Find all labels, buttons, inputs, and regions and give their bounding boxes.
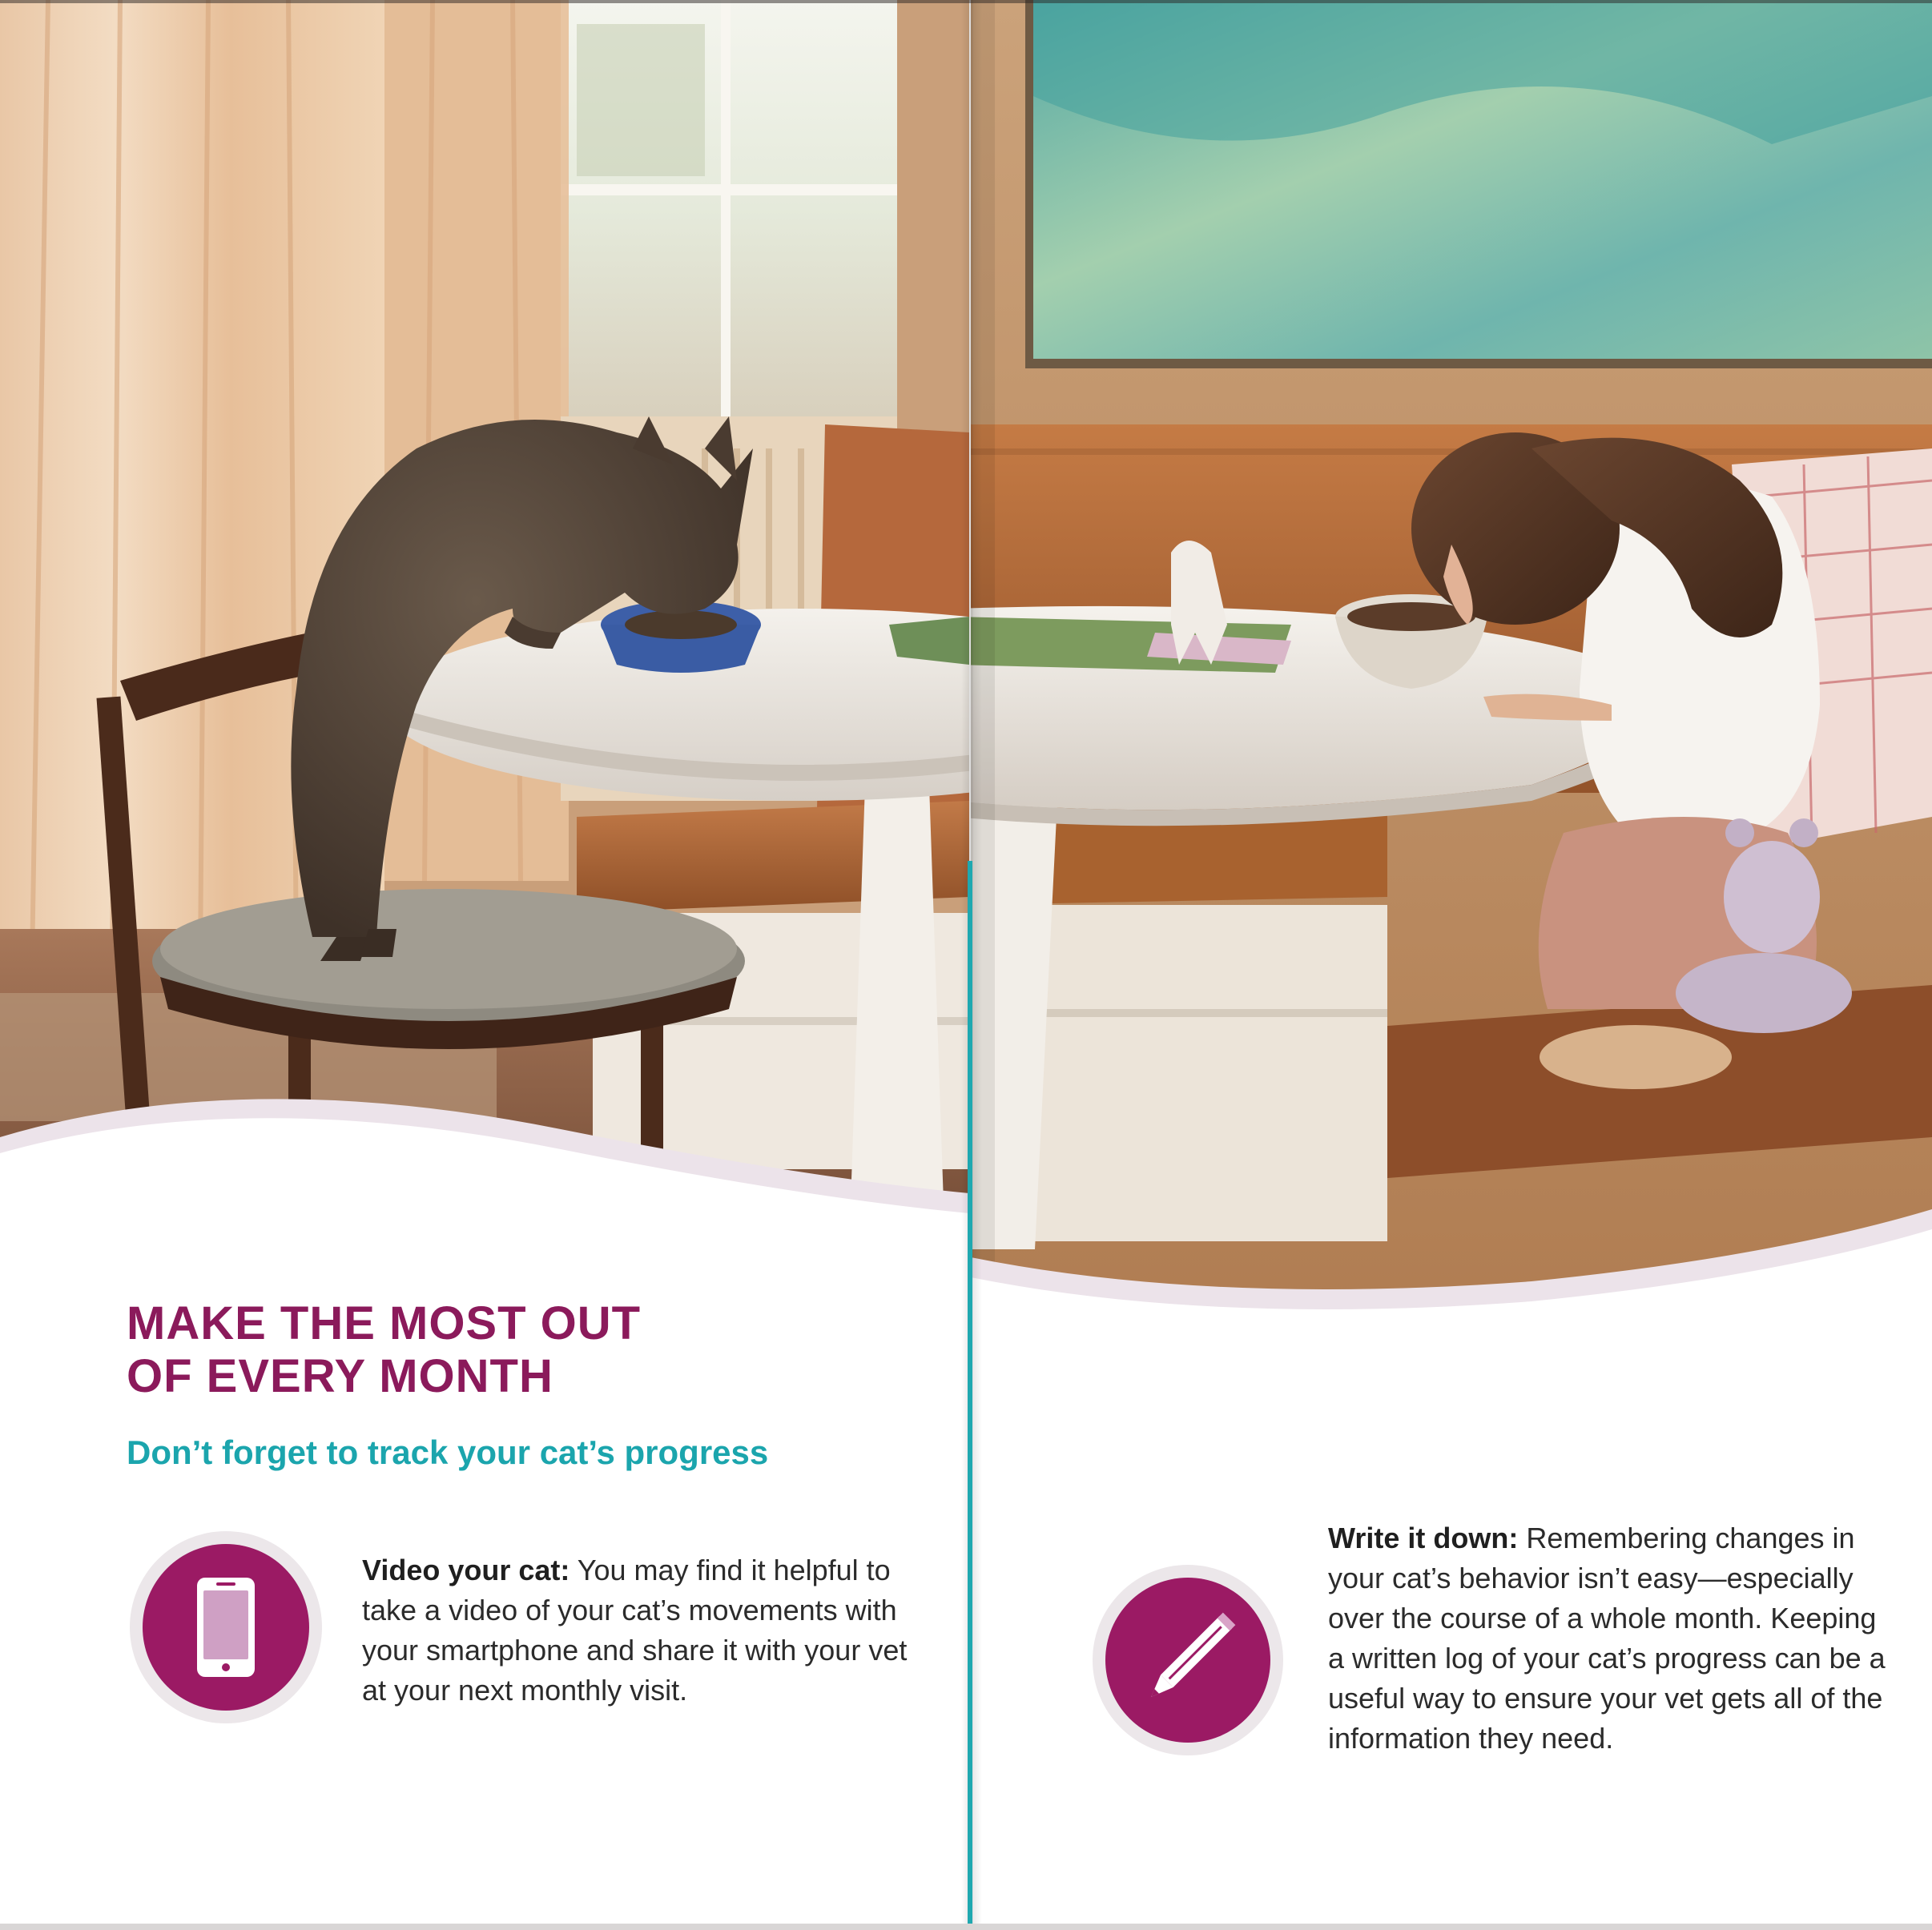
tip-write-body: Remembering changes in your cat’s behavior isn’t easy—especially over the course of a whole month. Keeping a written log of your cat’s progress can be a useful way to ensure your vet gets all of the information they need.	[1328, 1522, 1886, 1755]
bottom-edge	[0, 1924, 1932, 1930]
headline-line-2: OF EVERY MONTH	[127, 1350, 553, 1402]
wave-divider-right	[971, 1121, 1932, 1361]
tip-video-your-cat	[362, 1550, 923, 1711]
headline-line-1: MAKE THE MOST OUT	[127, 1297, 642, 1349]
wave-divider	[0, 1081, 969, 1321]
tip-write-title: Write it down:	[1328, 1522, 1519, 1554]
tip-video-body: You may find it helpful to take a video of your cat’s movements with your smartphone and share it with your vet at your next monthly visit.	[362, 1554, 908, 1707]
photo-girl-eating-at-table	[971, 0, 1932, 1281]
page-headline	[127, 1297, 847, 1403]
tip-video-title: Video your cat:	[362, 1554, 570, 1586]
smartphone-icon-badge	[130, 1531, 322, 1723]
pencil-icon	[1093, 1565, 1283, 1755]
top-edge	[0, 0, 1932, 3]
page-subheading: Don’t forget to track your cat’s progress	[127, 1433, 769, 1471]
spine-teal-strip	[968, 861, 972, 1930]
pencil-icon-badge	[1093, 1565, 1283, 1755]
smartphone-icon	[130, 1531, 322, 1723]
tip-write-it-down	[1328, 1518, 1889, 1759]
right-page	[971, 0, 1932, 1930]
